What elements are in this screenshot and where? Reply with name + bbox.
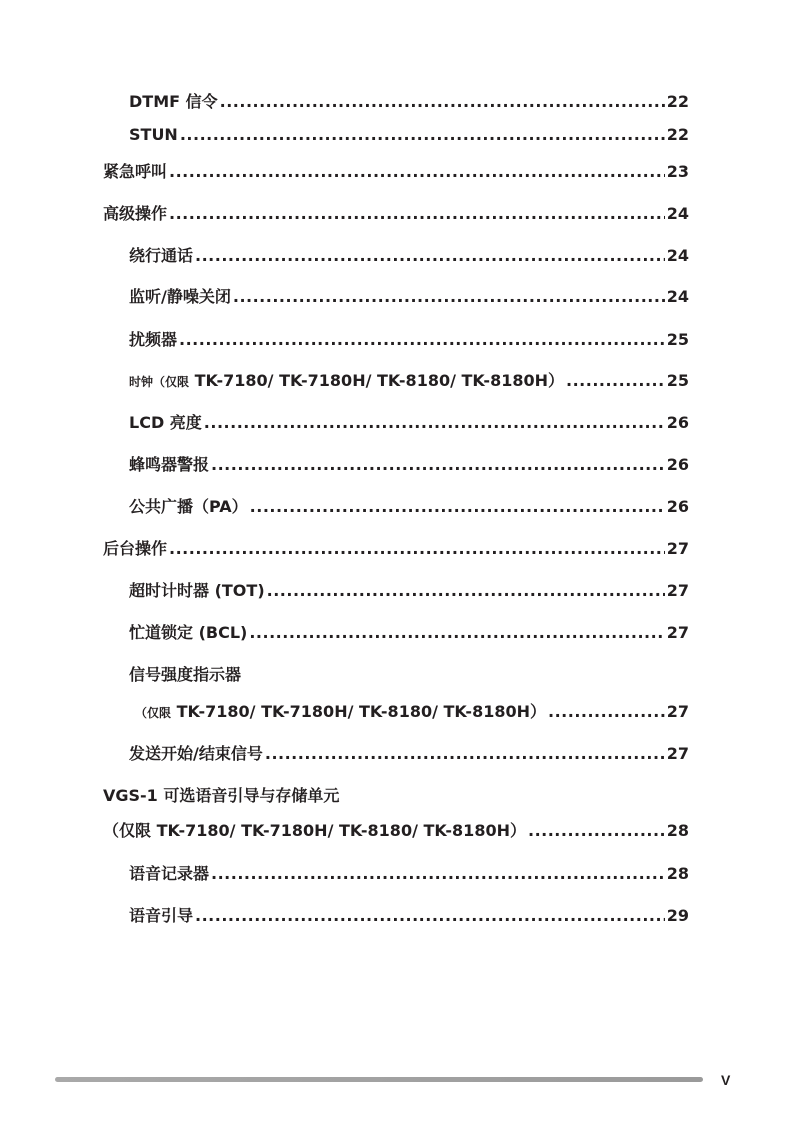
toc-entry-page: 24 xyxy=(666,246,689,265)
toc-entry-title: LCD 亮度 xyxy=(129,413,202,432)
toc-entry[interactable] xyxy=(0,328,789,352)
toc-entry-page: 27 xyxy=(666,702,689,721)
toc-entry[interactable] xyxy=(0,202,789,226)
toc-entry-title-prefix: 时钟（仅限 xyxy=(129,375,190,389)
toc-entry[interactable] xyxy=(0,369,789,393)
toc-entry[interactable] xyxy=(0,123,789,147)
toc-entry[interactable] xyxy=(0,784,789,808)
toc-entry-page: 27 xyxy=(666,744,689,763)
toc-leader xyxy=(169,202,665,226)
toc-leader xyxy=(204,411,665,435)
toc-entry-title: 监听/静噪关闭 xyxy=(129,287,231,306)
toc-entry-title: 忙道锁定 (BCL) xyxy=(129,623,248,642)
toc-entry-title: 高级操作 xyxy=(103,204,168,223)
toc-entry[interactable] xyxy=(0,621,789,645)
toc-entry-page: 28 xyxy=(666,864,689,883)
toc-leader xyxy=(169,160,665,184)
footer-divider xyxy=(55,1077,703,1082)
toc-leader xyxy=(528,819,665,843)
toc-entry-title xyxy=(129,369,564,394)
toc-leader xyxy=(211,453,665,477)
toc-entry-title-models: TK-7180/ TK-7180H/ TK-8180/ TK-8180H） xyxy=(189,371,564,390)
toc-entry-title: 语音记录器 xyxy=(129,864,210,883)
toc-entry-title: STUN xyxy=(129,125,178,144)
toc-leader xyxy=(179,328,665,352)
toc-entry-title: （仅限 TK-7180/ TK-7180H/ TK-8180/ TK-8180H） xyxy=(103,821,526,840)
toc-leader xyxy=(220,90,665,114)
toc-entry[interactable] xyxy=(0,742,789,766)
toc-entry-page: 22 xyxy=(666,92,689,111)
toc-leader xyxy=(195,904,665,928)
toc-entry-page: 27 xyxy=(666,623,689,642)
toc-entry[interactable] xyxy=(0,453,789,477)
toc-leader xyxy=(195,244,665,268)
toc-entry[interactable] xyxy=(0,537,789,561)
toc-entry-title: 语音引导 xyxy=(129,906,194,925)
toc-leader xyxy=(265,742,665,766)
toc-entry[interactable] xyxy=(0,495,789,519)
toc-entry-title: 紧急呼叫 xyxy=(103,162,168,181)
toc-entry-page: 26 xyxy=(666,497,689,516)
toc-entry[interactable] xyxy=(0,700,789,724)
toc-entry-title xyxy=(135,700,546,725)
toc-entry[interactable] xyxy=(0,663,789,687)
toc-entry-title: 超时计时器 (TOT) xyxy=(129,581,265,600)
toc-leader xyxy=(250,495,665,519)
toc-entry[interactable] xyxy=(0,160,789,184)
toc-entry-title: VGS-1 可选语音引导与存储单元 xyxy=(103,786,340,805)
toc-entry-page: 26 xyxy=(666,413,689,432)
toc-entry-page: 23 xyxy=(666,162,689,181)
toc-entry[interactable] xyxy=(0,904,789,928)
toc-entry-page: 26 xyxy=(666,455,689,474)
toc-entry-page: 27 xyxy=(666,539,689,558)
toc-leader xyxy=(267,579,665,603)
toc-entry[interactable] xyxy=(0,411,789,435)
toc-entry-title: 蜂鸣器警报 xyxy=(129,455,210,474)
toc-leader xyxy=(211,862,665,886)
toc-entry-title: 发送开始/结束信号 xyxy=(129,744,263,763)
toc-entry-title-prefix: （仅限 xyxy=(135,706,172,720)
toc-entry-title-models: TK-7180/ TK-7180H/ TK-8180/ TK-8180H） xyxy=(171,702,546,721)
toc-entry-page: 29 xyxy=(666,906,689,925)
toc-entry-title: DTMF 信令 xyxy=(129,92,218,111)
toc-leader xyxy=(180,123,665,147)
toc-entry-title: 公共广播（PA） xyxy=(129,497,248,516)
footer-page-number: V xyxy=(721,1072,731,1088)
toc-entry-page: 22 xyxy=(666,125,689,144)
toc-leader xyxy=(233,285,665,309)
toc-entry-page: 24 xyxy=(666,287,689,306)
toc-entry[interactable] xyxy=(0,90,789,114)
toc-entry-page: 25 xyxy=(666,371,689,390)
toc-entry[interactable] xyxy=(0,285,789,309)
toc-entry-page: 24 xyxy=(666,204,689,223)
toc-entry[interactable] xyxy=(0,862,789,886)
toc-leader xyxy=(548,700,665,724)
toc-entry-title: 绕行通话 xyxy=(129,246,194,265)
toc-entry-title: 扰频器 xyxy=(129,330,178,349)
toc-entry-page: 25 xyxy=(666,330,689,349)
toc-entry-title: 信号强度指示器 xyxy=(129,665,242,684)
toc-leader xyxy=(566,369,665,393)
toc-entry-page: 27 xyxy=(666,581,689,600)
toc-leader xyxy=(249,621,664,645)
toc-leader xyxy=(169,537,665,561)
toc-entry[interactable] xyxy=(0,819,789,843)
toc-entry[interactable] xyxy=(0,244,789,268)
toc-entry-page: 28 xyxy=(666,821,689,840)
toc-entry-title: 后台操作 xyxy=(103,539,168,558)
toc-entry[interactable] xyxy=(0,579,789,603)
